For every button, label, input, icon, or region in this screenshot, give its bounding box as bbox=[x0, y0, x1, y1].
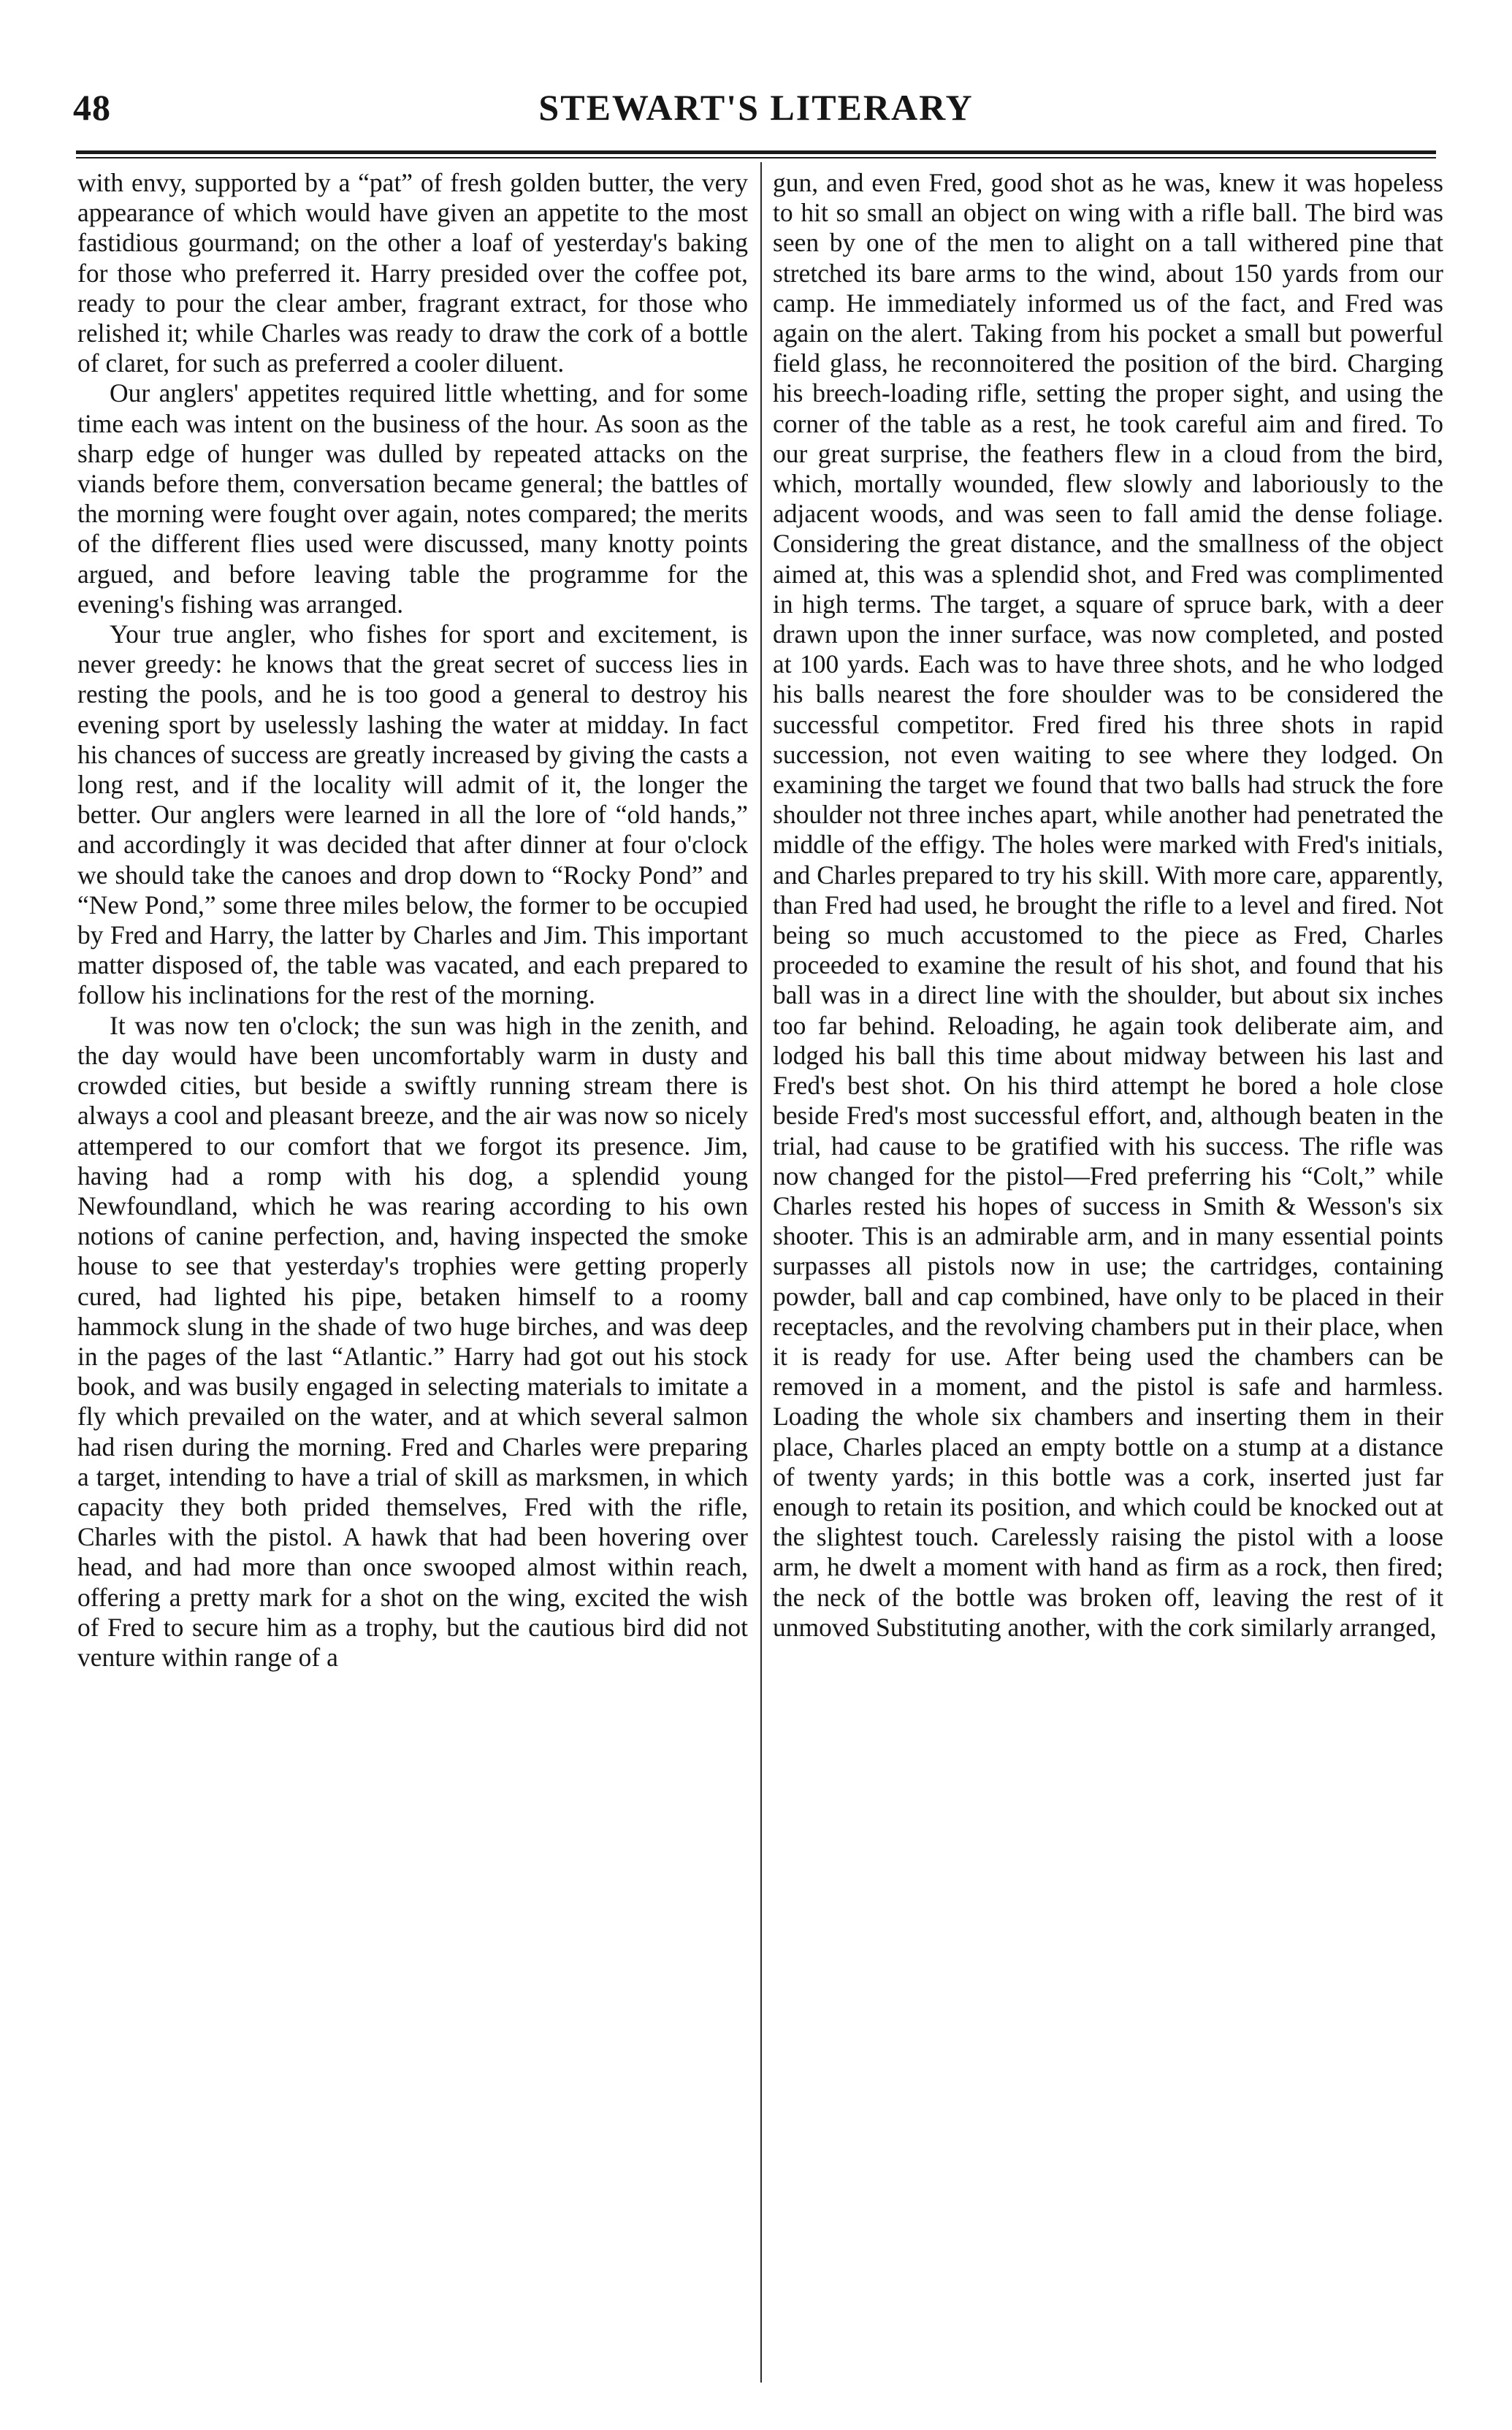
paragraph: with envy, supported by a “pat” of fresh golden butter, the very appearance of which would have given an appetite to the most fastidious gourmand; on the other a loaf of yesterday's baking for those who preferred it. Harry presided over the coffee pot, ready to pour the clear amber, fragrant extract, for those who relished it; while Charles was ready to draw the cork of a bottle of claret, for such as preferred a cooler diluent. bbox=[77, 168, 748, 378]
left-column bbox=[77, 168, 748, 2410]
paragraph: Your true angler, who fishes for sport and excitement, is never greedy: he knows that the great secret of success lies in resting the pools, and he is too good a general to destroy his evening sport by uselessly lashing the water at midday. In fact his chances of success are greatly increased by giving the casts a long rest, and if the locality will admit of it, the longer the better. Our anglers were learned in all the lore of “old hands,” and accordingly it was decided that after dinner at four o'clock we should take the canoes and drop down to “Rocky Pond” and “New Pond,” some three miles below, the former to be occupied by Fred and Harry, the latter by Charles and Jim. This important matter disposed of, the table was vacated, and each prepared to follow his inclinations for the rest of the morning. bbox=[77, 619, 748, 1010]
header-rule-thick bbox=[76, 150, 1436, 154]
paragraph: Our anglers' appetites required little whetting, and for some time each was intent on the business of the hour. As soon as the sharp edge of hunger was dulled by repeated attacks on the viands before them, conversation became general; the battles of the morning were fought over again, notes compared; the merits of the different flies used were discussed, many knotty points argued, and before leaving table the programme for the evening's fishing was arranged. bbox=[77, 378, 748, 619]
right-column bbox=[773, 168, 1443, 2410]
header-rule-thin bbox=[76, 157, 1436, 158]
page-number: 48 bbox=[73, 87, 111, 128]
page-header bbox=[73, 86, 1439, 145]
paragraph: It was now ten o'clock; the sun was high in the zenith, and the day would have been uncomfortably warm in dusty and crowded cities, but beside a swiftly running stream there is always a cool and pleasant breeze, and the air was now so nicely attempered to our comfort that we forgot its presence. Jim, having had a romp with his dog, a splendid young Newfoundland, which he was rearing according to his own notions of canine perfection, and, having inspected the smoke house to see that yesterday's trophies were getting properly cured, had lighted his pipe, betaken himself to a roomy hammock slung in the shade of two huge birches, and was deep in the pages of the last “Atlantic.” Harry had got out his stock book, and was busily engaged in selecting materials to imitate a fly which prevailed on the water, and at which several salmon had risen during the morning. Fred and Charles were preparing a target, intending to have a trial of skill as marksmen, in which capacity they both prided themselves, Fred with the rifle, Charles with the pistol. A hawk that had been hovering over head, and had more than once swooped almost within reach, offering a pretty mark for a shot on the wing, excited the wish of Fred to secure him as a trophy, but the cautious bird did not venture within range of a bbox=[77, 1010, 748, 1672]
running-head: STEWART'S LITERARY bbox=[538, 87, 974, 128]
paragraph: gun, and even Fred, good shot as he was, knew it was hopeless to hit so small an object on wing with a rifle ball. The bird was seen by one of the men to alight on a tall withered pine that stretched its bare arms to the wind, about 150 yards from our camp. He immediately informed us of the fact, and Fred was again on the alert. Taking from his pocket a small but powerful field glass, he reconnoitered the position of the bird. Charging his breech-loading rifle, setting the proper sight, and using the corner of the table as a rest, he took careful aim and fired. To our great surprise, the feathers flew in a cloud from the bird, which, mortally wounded, flew slowly and laboriously to the adjacent woods, and was seen to fall amid the dense foliage. Considering the great distance, and the smallness of the object aimed at, this was a splendid shot, and Fred was complimented in high terms. The target, a square of spruce bark, with a deer drawn upon the inner surface, was now completed, and posted at 100 yards. Each was to have three shots, and he who lodged his balls nearest the fore shoulder was to be considered the successful competitor. Fred fired his three shots in rapid succession, not even waiting to see where they lodged. On examining the target we found that two balls had struck the fore shoulder not three inches apart, while another had penetrated the middle of the effigy. The holes were marked with Fred's initials, and Charles prepared to try his skill. With more care, apparently, than Fred had used, he brought the rifle to a level and fired. Not being so much accustomed to the piece as Fred, Charles proceeded to examine the result of his shot, and found that his ball was in a direct line with the shoulder, but about six inches too far behind. Reloading, he again took deliberate aim, and lodged his ball this time about midway between his last and Fred's best shot. On his third attempt he bored a hole close beside Fred's most successful effort, and, although beaten in the trial, had cause to be gratified with his success. The rifle was now changed for the pistol—Fred preferring his “Colt,” while Charles rested his hopes of success in Smith & Wesson's six shooter. This is an admirable arm, and in many essential points surpasses all pistols now in use; the cartridges, containing powder, ball and cap combined, have only to be placed in their receptacles, and the revolving chambers put in their place, when it is ready for use. After being used the chambers can be removed in a moment, and the pistol is safe and harmless. Loading the whole six chambers and inserting them in their place, Charles placed an empty bottle on a stump at a distance of twenty yards; in this bottle was a cork, inserted just far enough to retain its position, and which could be knocked out at the slightest touch. Carelessly raising the pistol with a loose arm, he dwelt a moment with hand as firm as a rock, then fired; the neck of the bottle was broken off, leaving the rest of it unmoved Substituting another, with the cork similarly arranged, bbox=[773, 168, 1443, 1642]
column-divider bbox=[760, 162, 762, 2383]
